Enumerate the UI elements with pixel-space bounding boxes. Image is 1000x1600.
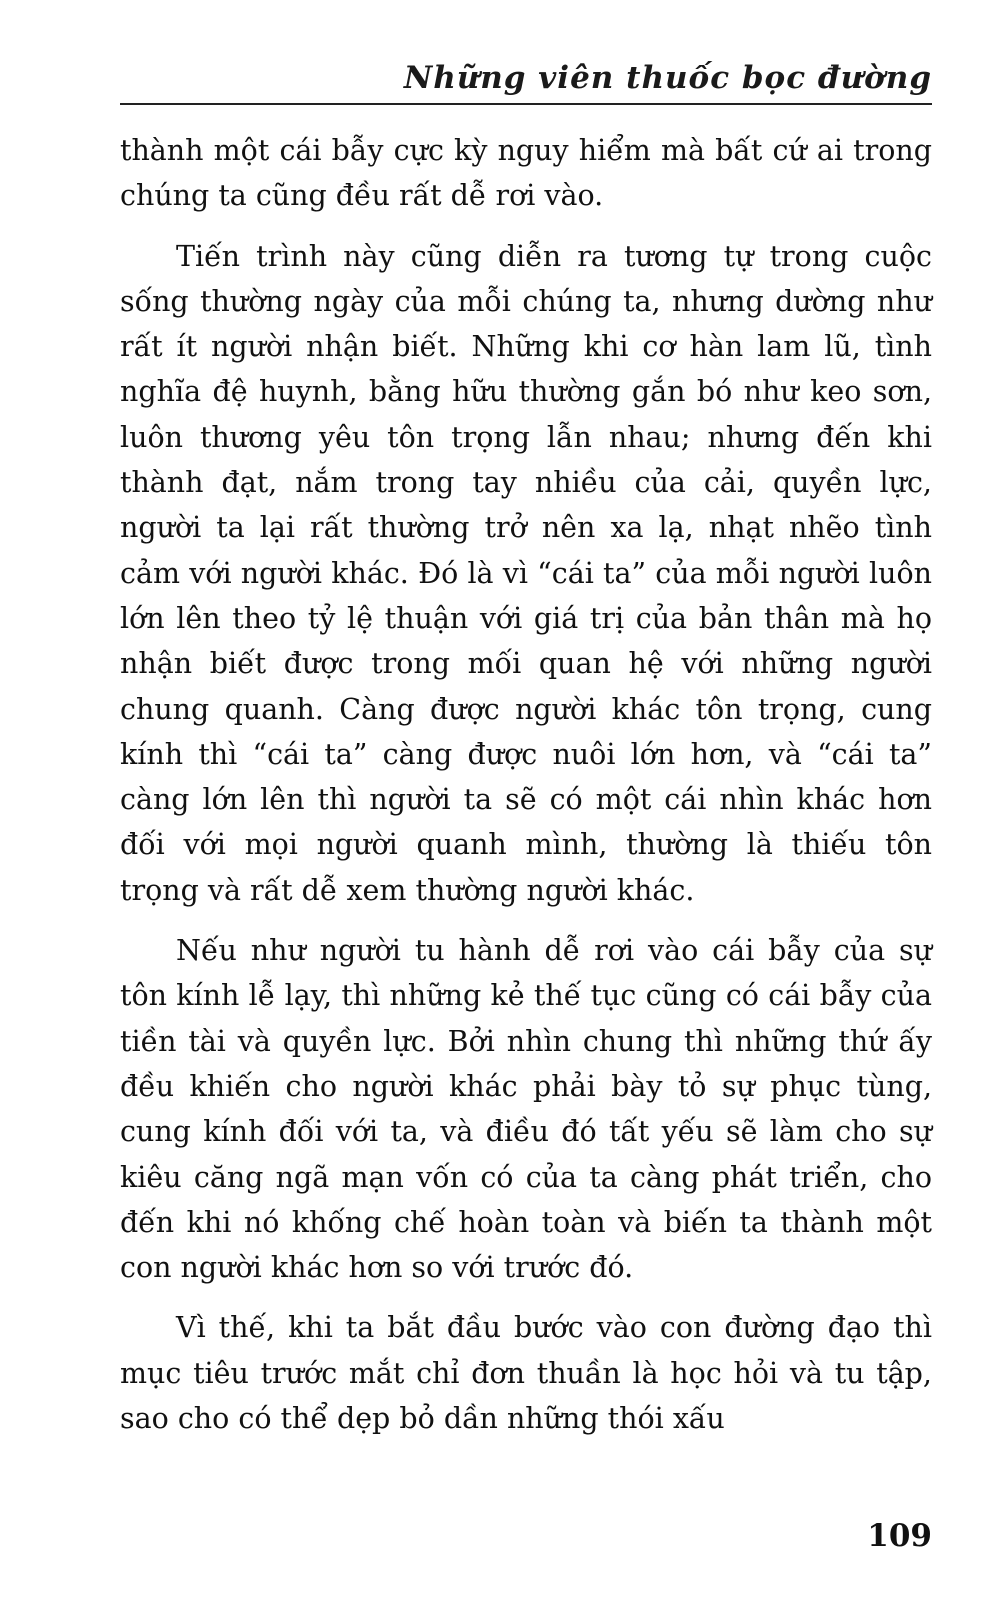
paragraph-4: Vì thế, khi ta bắt đầu bước vào con đường đạo thì mục tiêu trước mắt chỉ đơn thuần là học hỏi và tu tập, sao cho có thể dẹp bỏ dần những thói xấu [120,1311,932,1436]
paragraph-3: Nếu như người tu hành dễ rơi vào cái bẫy của sự tôn kính lễ lạy, thì những kẻ thế tục cũng có cái bẫy của tiền tài và quyền lực. Bởi nhìn chung thì những thứ ấy đều khiến cho người khác phải bày tỏ sự phục tùng, cung kính đối với ta, và điều đó tất yếu sẽ làm cho sự kiêu căng ngã mạn vốn có của ta càng phát triển, cho đến khi nó khống chế hoàn toàn và biến ta thành một con người khác hơn so với trước đó. [120,934,932,1285]
running-head: Những viên thuốc bọc đường [403,60,932,96]
paragraph-2: Tiến trình này cũng diễn ra tương tự trong cuộc sống thường ngày của mỗi chúng ta, nhưng dường như rất ít người nhận biết. Những khi cơ hàn lam lũ, tình nghĩa đệ huynh, bằng hữu thường gắn bó như keo sơn, luôn thương yêu tôn trọng lẫn nhau; nhưng đến khi thành đạt, nắm trong tay nhiều của cải, quyền lực, người ta lại rất thường trở nên xa lạ, nhạt nhẽo tình cảm với người khác. Đó là vì “cái ta” của mỗi người luôn lớn lên theo tỷ lệ thuận với giá trị của bản thân mà họ nhận biết được trong mối quan hệ với những người chung quanh. Càng được người khác tôn trọng, cung kính thì “cái ta” càng được nuôi lớn hơn, và “cái ta” càng lớn lên thì người ta sẽ có một cái nhìn khác hơn đối với mọi người quanh mình, thường là thiếu tôn trọng và rất dễ xem thường người khác. [120,239,932,907]
paragraph-1: thành một cái bẫy cực kỳ nguy hiểm mà bất cứ ai trong chúng ta cũng đều rất dễ rơi vào. [120,134,932,213]
page-number: 109 [867,1518,932,1554]
header-rule [120,103,932,105]
body-text [120,128,932,1441]
